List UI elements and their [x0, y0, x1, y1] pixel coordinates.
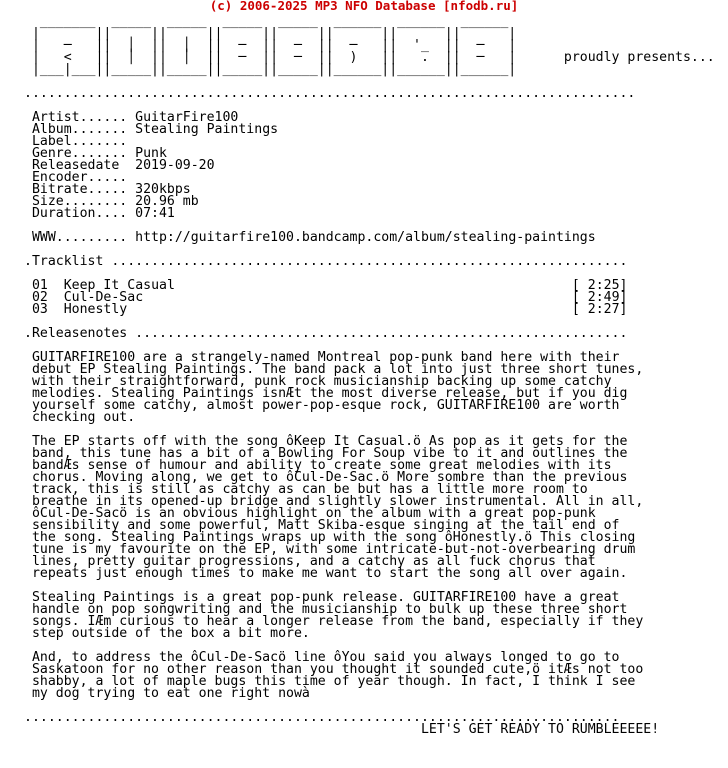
releasenotes-line: step outside of the box a bit more. — [24, 626, 310, 641]
releasenotes-line: the song. Stealing Paintings wraps up with the song ôHonestly.ö This closing — [24, 530, 636, 545]
album-row — [24, 124, 715, 136]
track-title: Honestly — [63, 302, 128, 317]
nfo-document — [24, 16, 715, 736]
logo-line: |___|___||_____||_____||_____||_____||______||______||______| — [24, 62, 517, 77]
logo-line: _______ _____ _____ _____ _____ ______ ______ ______ — [24, 14, 509, 29]
releasedate-row — [24, 160, 715, 172]
releasenotes-line: repeats just enough times to make me want to start the song all over again. — [24, 566, 628, 581]
releasenotes-line: Saskatoon for no other reason than you thought it sounded cute,ö itÆs not too — [24, 662, 644, 677]
releasedate-label: Releasedate — [24, 158, 136, 173]
album-value: Stealing Paintings — [135, 122, 279, 137]
releasedate-value: 2019-09-20 — [135, 158, 215, 173]
size-label: Size........ — [24, 194, 136, 209]
logo-line: | < || │ || │ || ─ || ─ || ) || . || ─ | proudly presents... — [24, 50, 715, 65]
track-title: Keep It Casual — [63, 278, 175, 293]
track-number: 02 — [31, 290, 48, 305]
releasenotes-line: Stealing Paintings is a great pop-punk release. GUITARFIRE100 have a great — [24, 590, 620, 605]
encoder-label: Encoder..... — [24, 170, 128, 185]
footer-tagline: LET'S GET READY TO RUMBLEEEEE! — [420, 722, 660, 737]
releasenotes-line: my dog trying to eat one right nowà — [24, 686, 310, 701]
size-value: 20.96 mb — [135, 194, 199, 209]
releasenotes-line: track, this is still as catchy as can be but has a little more room to — [24, 482, 588, 497]
duration-label: Duration.... — [24, 206, 136, 221]
releasenotes-line: The EP starts off with the song ôKeep It Casual.ö As pop as it gets for the — [24, 434, 628, 449]
genre-label: Genre....... — [24, 146, 136, 161]
bitrate-label: Bitrate..... — [24, 182, 136, 197]
releasenotes-line: tune is my favourite on the EP, with some intricate-but-not-overbearing drum — [24, 542, 636, 557]
duration-row — [24, 208, 715, 220]
track-number: 03 — [31, 302, 48, 317]
releasenotes-line: with their straightforward, punk rock musicianship backing up some catchy — [24, 374, 612, 389]
releasenotes-line: songs. IÆm curious to hear a longer release from the band, especially if they — [24, 614, 644, 629]
releasenotes-line: sensibility and some powerful, Matt Skiba-esque singing at the tail end of — [24, 518, 620, 533]
logo-line: | || || || || || || || | — [24, 26, 517, 41]
tracklist-heading: .Tracklist ................................................................. — [24, 254, 628, 269]
footer-tagline-row — [24, 724, 715, 736]
releasenotes-line: yourself some catchy, almost power-pop-esque rock, GUITARFIRE100 are worth — [24, 398, 620, 413]
releasenotes-line: checking out. — [24, 410, 136, 425]
track-time: 2:49 — [587, 290, 620, 305]
releasenotes-line: shabby, a lot of maple bugs this time of year though. In fact, I think I see — [24, 674, 636, 689]
www-label: WWW......... — [24, 230, 136, 245]
track-title: Cul-De-Sac — [63, 290, 144, 305]
track-time: 2:25 — [587, 278, 620, 293]
releasenotes-line: lines, pretty guitar progressions, and a catchy as all fuck chorus that — [24, 554, 596, 569]
releasenotes-line: bandÆs sense of humour and ability to create some great melodies with its — [24, 458, 612, 473]
track-row: 03 Honestly [ 2:27] — [31, 302, 628, 317]
label-label: Label....... — [24, 134, 128, 149]
divider: ............................................................................. — [24, 86, 636, 101]
www-row — [24, 232, 715, 244]
track-number: 01 — [31, 278, 48, 293]
bitrate-value: 320kbps — [135, 182, 191, 197]
logo-line: | ─ || │ || │ || ─ || ─ || ─ || '_ || ─ | — [24, 38, 517, 53]
artist-value: GuitarFire100 — [135, 110, 239, 125]
track-row: 01 Keep It Casual [ 2:25] — [31, 278, 628, 293]
releasenotes-line: ôCul-De-Sacö is an obvious highlight on the album with a great pop-punk — [24, 506, 596, 521]
releasenotes-body — [24, 352, 715, 700]
www-link[interactable]: http://guitarfire100.bandcamp.com/album/stealing-paintings — [135, 230, 596, 245]
track-row: 02 Cul-De-Sac [ 2:49] — [31, 290, 628, 305]
releasenotes-heading: .Releasenotes .............................................................. — [24, 326, 628, 341]
releasenotes-line: band, this tune has a bit of a Bowling For Soup vibe to it and outlines the — [24, 446, 628, 461]
duration-value: 07:41 — [135, 206, 175, 221]
genre-value: Punk — [135, 146, 167, 161]
releasenotes-line: melodies. Stealing Paintings isnÆt the most diverse release, but if you dig — [24, 386, 628, 401]
releasenotes-line: breathe in its opened-up bridge and slightly slower instrumental. All in all, — [24, 494, 644, 509]
artist-label: Artist...... — [24, 110, 136, 125]
footer-divider: ........................................................................... — [24, 710, 620, 725]
releasenotes-line: debut EP Stealing Paintings. The band pack a lot into just three short tunes, — [24, 362, 644, 377]
releasenotes-line: handle on pop songwriting and the musicianship to bulk up these three short — [24, 602, 628, 617]
track-time: 2:27 — [587, 302, 620, 317]
releasenotes-line: And, to address the ôCul-De-Sacö line ôYou said you always longed to go to — [24, 650, 620, 665]
releasenotes-line: GUITARFIRE100 are a strangely-named Montreal pop-punk band here with their — [24, 350, 620, 365]
releasenotes-line: chorus. Moving along, we get to ôCul-De-Sac.ö More sombre than the previous — [24, 470, 628, 485]
album-label: Album....... — [24, 122, 136, 137]
copyright-header: (c) 2006-2025 MP3 NFO Database [nfodb.ru] — [209, 0, 519, 13]
